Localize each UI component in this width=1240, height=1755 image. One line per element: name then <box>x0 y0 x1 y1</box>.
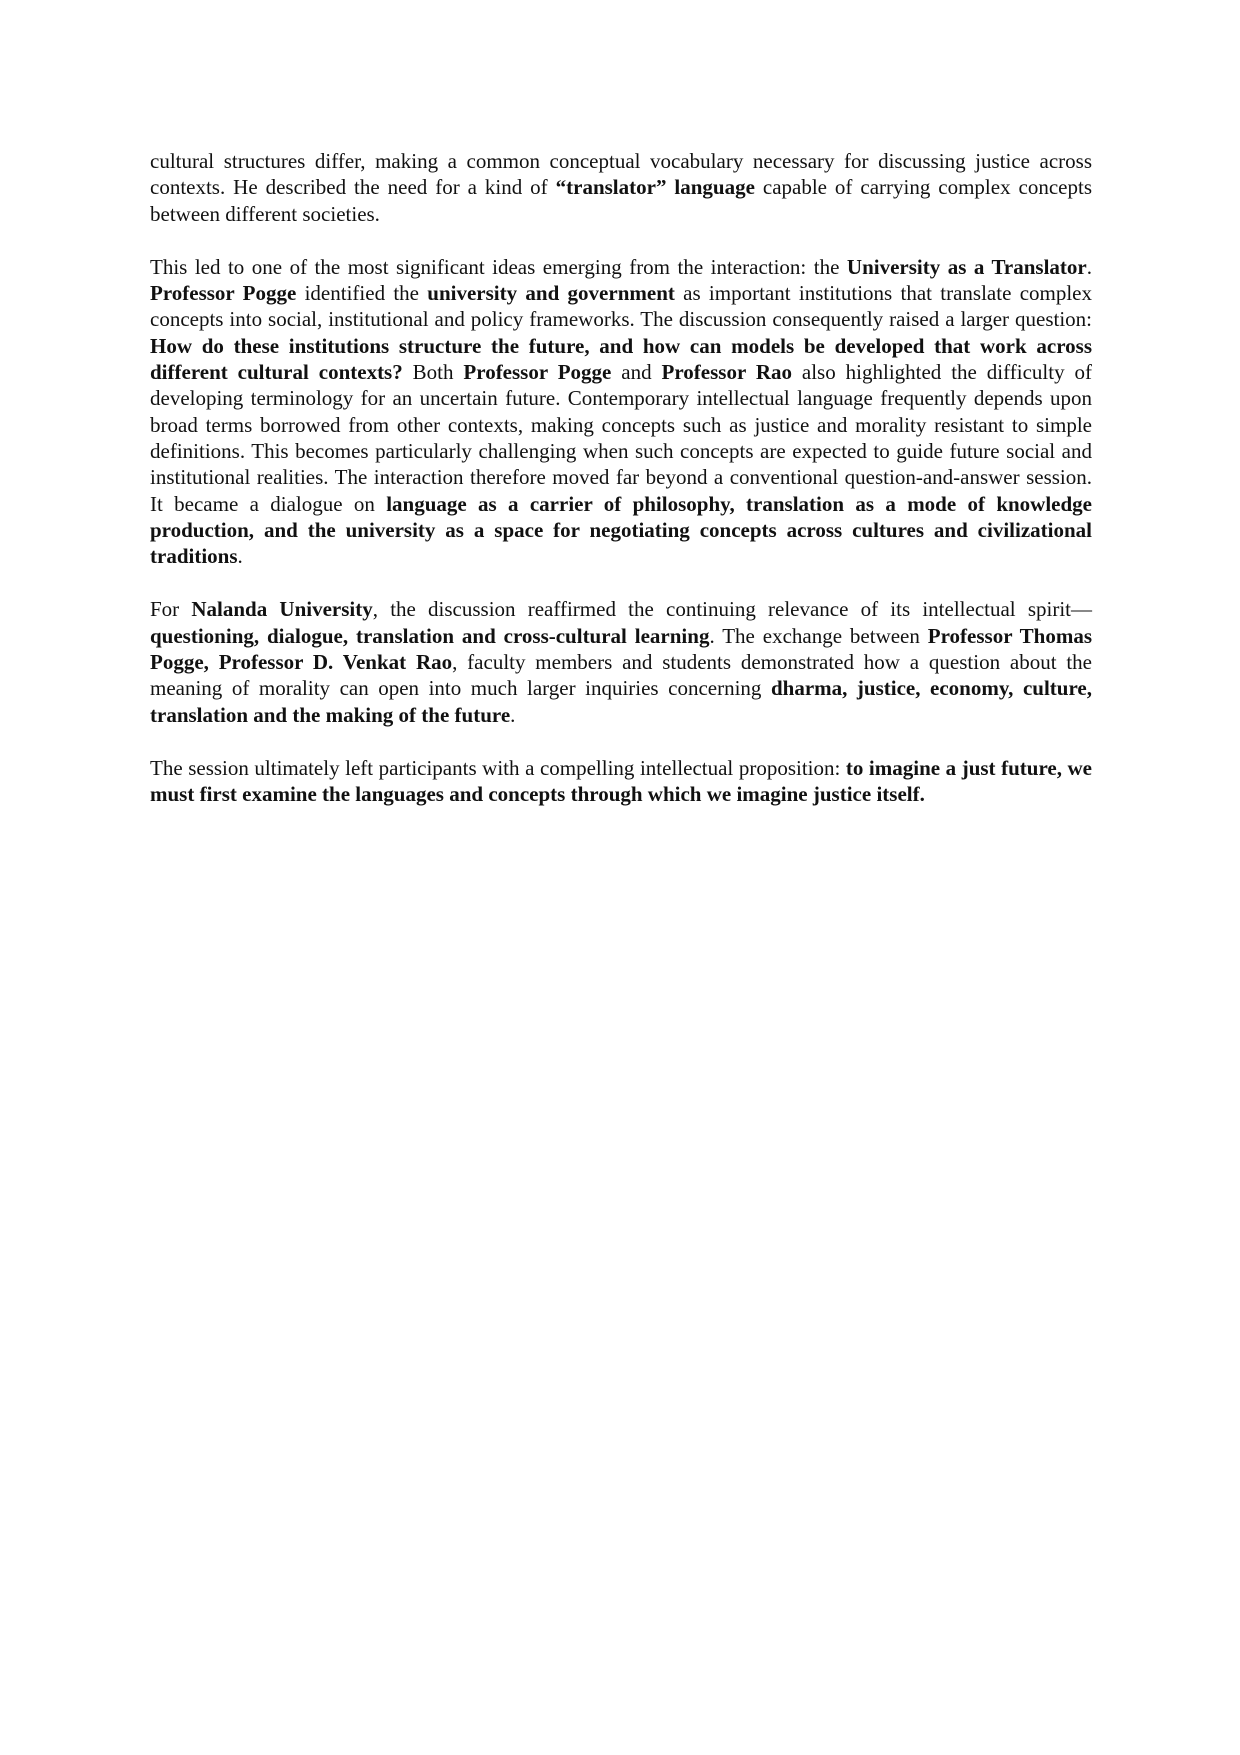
paragraph <box>150 596 1092 727</box>
text-run: Both <box>402 360 464 385</box>
text-run: , the discussion reaffirmed the continuing relevance of its intellectual spirit— <box>372 597 1092 622</box>
paragraph <box>150 148 1092 227</box>
text-run: The session ultimately left participants with a compelling intellectual proposition: <box>150 755 846 780</box>
text-run: . The exchange between <box>709 623 928 648</box>
paragraph <box>150 254 1092 570</box>
bold-text-run: “translator” language <box>555 175 755 200</box>
bold-text-run: language as a carrier of philosophy, translation as a mode of knowledge production, and the university as a space for negotiating concepts across cultures and civilizational traditions <box>150 491 1093 569</box>
bold-text-run: dharma, justice, economy, culture, translation and the making of the future <box>150 676 1092 727</box>
text-run: also highlighted the difficulty of developing terminology for an uncertain future. Contemporary intellectual language frequently depends upon broad terms borrowed from other contexts, making concepts such as justice and morality resistant to simple definitions. This becomes particularly challenging when such concepts are expected to guide future social and institutional realities. The interaction therefore moved far beyond a conventional question-and-answer session. It became a dialogue on <box>150 360 1092 516</box>
text-run: . <box>510 702 516 727</box>
text-run: capable of carrying complex concepts between different societies. <box>150 175 1093 226</box>
text-run: . <box>237 544 243 569</box>
text-run: cultural structures differ, making a common conceptual vocabulary necessary for discussing justice across contexts. He described the need for a kind of <box>150 149 1092 200</box>
bold-text-run: Professor Pogge <box>150 281 297 306</box>
bold-text-run: How do these institutions structure the future, and how can models be developed that work across different cultural contexts? <box>150 333 1092 385</box>
text-run: and <box>611 360 662 385</box>
paragraph <box>150 755 1092 808</box>
bold-text-run: Professor Pogge <box>463 360 612 385</box>
text-run: , faculty members and students demonstrated how a question about the meaning of morality can open into much larger inquiries concerning <box>150 650 1092 701</box>
text-run: For <box>150 597 192 622</box>
bold-text-run: Nalanda University <box>191 597 373 622</box>
bold-text-run: University as a Translator <box>846 254 1087 279</box>
bold-text-run: Professor Thomas Pogge, Professor D. Venkat Rao <box>150 623 1092 675</box>
text-run: as important institutions that translate complex concepts into social, institutional and policy frameworks. The discussion consequently raised a larger question: <box>150 281 1092 332</box>
bold-text-run: university and government <box>427 281 675 306</box>
bold-text-run: Professor Rao <box>661 360 792 385</box>
bold-text-run: questioning, dialogue, translation and cross-cultural learning <box>150 623 710 648</box>
bold-text-run: to imagine a just future, we must first examine the languages and concepts through which we imagine justice itself. <box>150 755 1092 807</box>
text-run: This led to one of the most significant ideas emerging from the interaction: the <box>150 254 847 279</box>
body-text <box>150 148 1092 835</box>
text-run: identified the <box>296 281 428 306</box>
text-run: . <box>1086 254 1092 279</box>
